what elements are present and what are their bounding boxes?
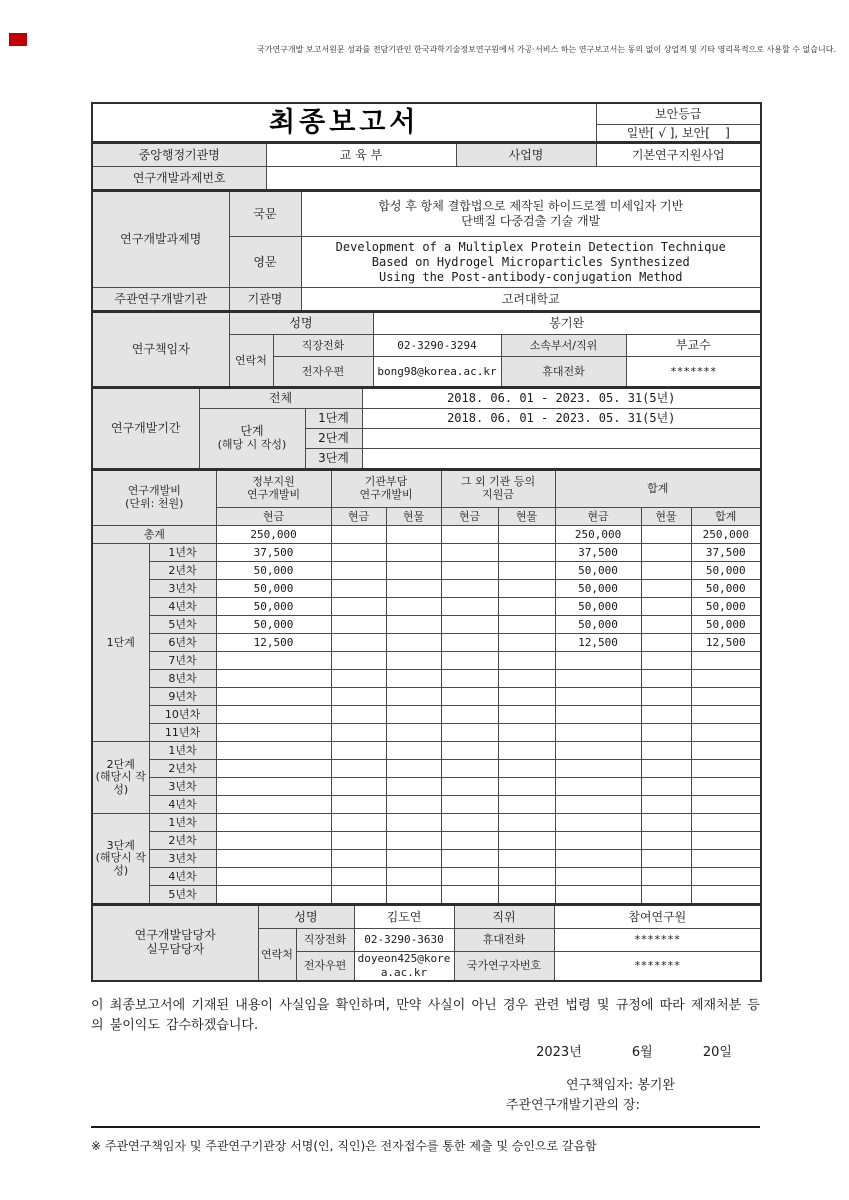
signature-org-head: 주관연구개발기관의 장: (505, 1098, 640, 1114)
budget-value-cell (331, 868, 386, 886)
footer-note: ※ 주관연구책임자 및 주관연구기관장 서명(인, 직인)은 전자접수를 통한 제출 및 승인으로 갈음함 (91, 1139, 597, 1154)
lead-org-label: 주관연구개발기관 (92, 288, 229, 312)
budget-value-cell (555, 706, 641, 724)
pi-dept-value: 부교수 (626, 335, 761, 357)
budget-value-cell (386, 652, 441, 670)
budget-year-cell: 5년차 (149, 616, 216, 634)
korean-title-label: 국문 (229, 191, 301, 237)
budget-value-cell (331, 616, 386, 634)
budget-value-cell (555, 832, 641, 850)
budget-value-cell (386, 544, 441, 562)
budget-value-cell (331, 850, 386, 868)
budget-year-cell: 9년차 (149, 688, 216, 706)
budget-gov-header-line: 정부지원 (252, 475, 295, 489)
pi-name-value: 봉기완 (373, 312, 761, 335)
budget-value-cell (386, 850, 441, 868)
budget-value-cell (691, 688, 761, 706)
budget-value-cell (641, 580, 691, 598)
page-title: 최종보고서 (92, 103, 596, 142)
budget-total-label: 총계 (92, 526, 216, 544)
period-stage2-label: 2단계 (305, 429, 362, 449)
budget-value-cell (691, 796, 761, 814)
pi-work-phone-label: 직장전화 (273, 335, 373, 357)
project-number-label: 연구개발과제번호 (92, 167, 266, 191)
budget-value-cell (386, 832, 441, 850)
budget-value-cell (691, 706, 761, 724)
budget-value-cell (555, 724, 641, 742)
budget-value-cell: 12,500 (555, 634, 641, 652)
budget-value-cell (498, 688, 555, 706)
period-total-value: 2018. 06. 01 - 2023. 05. 31(5년) (362, 388, 761, 409)
period-stage-label-line: 단계 (240, 424, 264, 439)
budget-value-cell (498, 562, 555, 580)
budget-value-cell (441, 760, 498, 778)
budget-value-cell (331, 778, 386, 796)
budget-value-cell (498, 580, 555, 598)
budget-stage1-cell: 1단계 (92, 544, 149, 742)
budget-subheader: 현금 (555, 508, 641, 526)
budget-value-cell (691, 814, 761, 832)
pi-label: 연구책임자 (92, 312, 229, 387)
pi-mobile-value: ******* (626, 357, 761, 388)
budget-value-cell (498, 886, 555, 905)
budget-unit: (단위: 천원) (125, 497, 184, 510)
budget-value-cell (386, 598, 441, 616)
budget-value-cell: 50,000 (216, 580, 331, 598)
budget-sum-header: 합계 (555, 470, 761, 508)
budget-value-cell (216, 670, 331, 688)
budget-value-cell: 50,000 (555, 616, 641, 634)
pi-email-label: 전자우편 (273, 357, 373, 388)
budget-value-cell (498, 598, 555, 616)
pi-contact-label: 연락처 (229, 335, 273, 388)
org-name-value: 고려대학교 (301, 288, 761, 312)
staff-name-value: 김도연 (354, 905, 454, 929)
budget-value-cell: 50,000 (691, 616, 761, 634)
period-stage2-value (362, 429, 761, 449)
budget-stage2-note: (해당시 작성) (95, 770, 146, 796)
budget-year-cell: 3년차 (149, 850, 216, 868)
budget-total-cell: 250,000 (216, 526, 331, 544)
budget-gov-header-line: 연구개발비 (246, 488, 301, 501)
ministry-value: 교 육 부 (266, 143, 456, 167)
program-value: 기본연구지원사업 (596, 143, 761, 167)
budget-value-cell (641, 544, 691, 562)
budget-value-cell (386, 778, 441, 796)
pledge-text: 이 최종보고서에 기재된 내용이 사실임을 확인하며, 만약 사실이 아닌 경우 관련 법령 및 규정에 따라 제재처분 등의 불이익도 감수하겠습니다. (91, 998, 760, 1033)
budget-value-cell (331, 832, 386, 850)
budget-value-cell (641, 742, 691, 760)
budget-value-cell (331, 544, 386, 562)
budget-value-cell: 50,000 (555, 580, 641, 598)
budget-value-cell (641, 670, 691, 688)
report-date-day: 20일 (702, 1045, 732, 1060)
staff-position-label: 직위 (454, 905, 554, 929)
budget-value-cell (641, 886, 691, 905)
budget-value-cell (498, 742, 555, 760)
budget-value-cell: 37,500 (555, 544, 641, 562)
budget-total-cell (331, 526, 386, 544)
budget-value-cell (555, 652, 641, 670)
budget-total-cell: 250,000 (555, 526, 641, 544)
budget-year-cell: 4년차 (149, 796, 216, 814)
budget-value-cell (555, 886, 641, 905)
budget-year-cell: 3년차 (149, 778, 216, 796)
budget-value-cell (216, 868, 331, 886)
budget-value-cell (386, 688, 441, 706)
budget-value-cell (691, 778, 761, 796)
budget-value-cell (555, 850, 641, 868)
budget-value-cell (641, 724, 691, 742)
budget-value-cell (498, 544, 555, 562)
budget-value-cell (216, 742, 331, 760)
budget-year-cell: 1년차 (149, 742, 216, 760)
budget-value-cell: 37,500 (691, 544, 761, 562)
budget-value-cell (441, 580, 498, 598)
period-stage-note: (해당 시 작성) (217, 438, 287, 452)
budget-value-cell (331, 796, 386, 814)
staff-work-phone-value: 02-3290-3630 (354, 929, 454, 952)
budget-value-cell (331, 760, 386, 778)
title-table (91, 102, 762, 143)
budget-value-cell (216, 814, 331, 832)
budget-value-cell (216, 778, 331, 796)
budget-value-cell (555, 670, 641, 688)
red-marker-icon (9, 33, 27, 46)
budget-value-cell (386, 814, 441, 832)
budget-value-cell (441, 706, 498, 724)
budget-value-cell (441, 562, 498, 580)
budget-other-header-line: 그 외 기관 등의 (460, 475, 536, 489)
budget-value-cell (216, 760, 331, 778)
budget-value-cell (498, 868, 555, 886)
budget-stage3-cell (92, 814, 149, 905)
budget-value-cell (691, 652, 761, 670)
budget-table (91, 469, 762, 905)
budget-value-cell (691, 742, 761, 760)
budget-value-cell: 50,000 (216, 562, 331, 580)
budget-value-cell (441, 814, 498, 832)
budget-value-cell (441, 850, 498, 868)
english-title-line: Based on Hydrogel Microparticles Synthesized (371, 254, 690, 269)
staff-researcher-no-label: 국가연구자번호 (454, 952, 554, 982)
budget-value-cell (555, 760, 641, 778)
budget-subheader: 현금 (216, 508, 331, 526)
staff-email-label: 전자우편 (296, 952, 354, 982)
budget-subheader: 현금 (331, 508, 386, 526)
budget-value-cell (498, 634, 555, 652)
budget-value-cell (386, 562, 441, 580)
budget-value-cell (441, 616, 498, 634)
budget-value-cell (498, 706, 555, 724)
staff-work-phone-label: 직장전화 (296, 929, 354, 952)
budget-value-cell (641, 832, 691, 850)
budget-value-cell (641, 652, 691, 670)
budget-value-cell (216, 652, 331, 670)
budget-value-cell (441, 778, 498, 796)
security-grade-value: 일반[ √ ], 보안[ ] (596, 125, 761, 143)
budget-value-cell (386, 616, 441, 634)
budget-value-cell (691, 760, 761, 778)
period-stage3-value (362, 449, 761, 470)
budget-label (92, 470, 216, 526)
budget-value-cell (441, 652, 498, 670)
budget-value-cell (331, 598, 386, 616)
pi-table (91, 311, 762, 388)
top-disclaimer: 국가연구개발 보고서원문 성과를 전담기관인 한국과학기술정보연구원에서 가공·서비스 하는 연구보고서는 동의 없이 상업적 및 기타 영리목적으로 사용할 수 없습니다. (257, 45, 836, 54)
budget-year-cell: 1년차 (149, 814, 216, 832)
budget-value-cell (441, 634, 498, 652)
staff-label-line: 실무담당자 (146, 942, 205, 956)
english-title-line: Using the Post-antibody-conjugation Method (379, 269, 683, 284)
budget-value-cell (641, 868, 691, 886)
budget-year-cell: 10년차 (149, 706, 216, 724)
budget-value-cell (331, 814, 386, 832)
budget-value-cell (331, 634, 386, 652)
budget-value-cell (441, 886, 498, 905)
budget-value-cell: 50,000 (691, 562, 761, 580)
signature-pi: 연구책임자: 봉기완 (566, 1078, 675, 1093)
budget-inst-header (331, 470, 441, 508)
ministry-label: 중앙행정기관명 (92, 143, 266, 167)
budget-value-cell (386, 742, 441, 760)
budget-value-cell (641, 778, 691, 796)
report-date-month: 6월 (631, 1045, 653, 1060)
budget-year-cell: 4년차 (149, 868, 216, 886)
pi-work-phone-value: 02-3290-3294 (373, 335, 501, 357)
budget-value-cell (641, 598, 691, 616)
budget-value-cell (641, 562, 691, 580)
budget-value-cell (641, 796, 691, 814)
budget-value-cell (331, 706, 386, 724)
pi-email-value: bong98@korea.ac.kr (373, 357, 501, 388)
korean-title-value (301, 191, 761, 237)
budget-value-cell (331, 652, 386, 670)
project-number-value (266, 167, 761, 191)
budget-year-cell: 7년차 (149, 652, 216, 670)
budget-value-cell (641, 706, 691, 724)
budget-value-cell (386, 886, 441, 905)
budget-value-cell (441, 742, 498, 760)
budget-other-header-line: 지원금 (482, 488, 514, 501)
budget-value-cell (216, 724, 331, 742)
budget-value-cell (641, 760, 691, 778)
budget-value-cell: 50,000 (555, 562, 641, 580)
budget-value-cell (331, 688, 386, 706)
budget-value-cell (691, 850, 761, 868)
project-title-label: 연구개발과제명 (92, 191, 229, 288)
budget-value-cell (386, 796, 441, 814)
budget-value-cell (498, 724, 555, 742)
staff-table (91, 904, 762, 982)
staff-mobile-label: 휴대전화 (454, 929, 554, 952)
budget-value-cell (641, 688, 691, 706)
budget-subheader: 현물 (386, 508, 441, 526)
budget-value-cell (555, 868, 641, 886)
budget-value-cell (498, 652, 555, 670)
budget-value-cell (216, 706, 331, 724)
budget-value-cell (555, 814, 641, 832)
budget-value-cell (498, 796, 555, 814)
budget-year-cell: 8년차 (149, 670, 216, 688)
budget-year-cell: 5년차 (149, 886, 216, 905)
budget-total-cell: 250,000 (691, 526, 761, 544)
budget-value-cell (498, 616, 555, 634)
budget-value-cell: 50,000 (691, 580, 761, 598)
period-stage-label (199, 409, 305, 470)
budget-value-cell (441, 544, 498, 562)
budget-total-cell (441, 526, 498, 544)
staff-position-value: 참여연구원 (554, 905, 761, 929)
budget-subheader: 현물 (498, 508, 555, 526)
budget-total-cell (386, 526, 441, 544)
staff-contact-label: 연락처 (258, 929, 296, 982)
budget-value-cell (691, 670, 761, 688)
budget-total-cell (641, 526, 691, 544)
korean-title-line: 단백질 다중검출 기술 개발 (461, 214, 601, 228)
budget-value-cell (555, 742, 641, 760)
period-stage1-label: 1단계 (305, 409, 362, 429)
period-stage3-label: 3단계 (305, 449, 362, 470)
report-date (91, 1041, 760, 1060)
staff-researcher-no-value: ******* (554, 952, 761, 982)
budget-value-cell: 12,500 (216, 634, 331, 652)
budget-value-cell (498, 850, 555, 868)
budget-subheader: 합계 (691, 508, 761, 526)
meta-table (91, 142, 762, 191)
budget-year-cell: 2년차 (149, 760, 216, 778)
budget-value-cell (331, 724, 386, 742)
budget-value-cell (216, 688, 331, 706)
budget-value-cell: 50,000 (216, 616, 331, 634)
budget-other-header (441, 470, 555, 508)
staff-mobile-value: ******* (554, 929, 761, 952)
budget-value-cell (331, 562, 386, 580)
budget-value-cell (386, 580, 441, 598)
budget-value-cell (386, 724, 441, 742)
period-label: 연구개발기간 (92, 388, 199, 469)
budget-value-cell (691, 868, 761, 886)
budget-stage2-cell (92, 742, 149, 814)
budget-value-cell: 50,000 (216, 598, 331, 616)
budget-value-cell (216, 850, 331, 868)
budget-stage2-label: 2단계 (106, 757, 135, 771)
budget-value-cell (498, 832, 555, 850)
staff-label-line: 연구개발담당자 (134, 928, 216, 943)
footer-divider (91, 1126, 760, 1128)
budget-value-cell (498, 778, 555, 796)
budget-gov-header (216, 470, 331, 508)
budget-value-cell (216, 796, 331, 814)
program-label: 사업명 (456, 143, 596, 167)
budget-value-cell (216, 832, 331, 850)
budget-year-cell: 11년차 (149, 724, 216, 742)
budget-value-cell (498, 760, 555, 778)
budget-value-cell (331, 580, 386, 598)
budget-value-cell (331, 742, 386, 760)
budget-value-cell (691, 832, 761, 850)
budget-value-cell (441, 598, 498, 616)
pi-dept-label: 소속부서/직위 (501, 335, 626, 357)
budget-value-cell (331, 886, 386, 905)
budget-value-cell (555, 778, 641, 796)
budget-value-cell (386, 760, 441, 778)
period-stage1-value: 2018. 06. 01 - 2023. 05. 31(5년) (362, 409, 761, 429)
budget-total-cell (498, 526, 555, 544)
budget-value-cell (555, 688, 641, 706)
budget-value-cell (441, 688, 498, 706)
budget-value-cell (386, 868, 441, 886)
budget-year-cell: 3년차 (149, 580, 216, 598)
budget-value-cell (441, 670, 498, 688)
budget-value-cell (441, 832, 498, 850)
budget-value-cell: 50,000 (555, 598, 641, 616)
budget-value-cell: 12,500 (691, 634, 761, 652)
pi-mobile-label: 휴대전화 (501, 357, 626, 388)
budget-value-cell (386, 670, 441, 688)
budget-value-cell (555, 796, 641, 814)
budget-value-cell (386, 634, 441, 652)
budget-value-cell (691, 886, 761, 905)
period-table (91, 387, 762, 470)
english-title-line: Development of a Multiplex Protein Detection Technique (335, 239, 726, 254)
report-date-year: 2023년 (536, 1045, 582, 1060)
budget-value-cell (441, 868, 498, 886)
budget-year-cell: 2년차 (149, 562, 216, 580)
budget-value-cell (641, 634, 691, 652)
org-name-label: 기관명 (229, 288, 301, 312)
budget-label-line: 연구개발비 (127, 484, 181, 498)
budget-value-cell: 50,000 (691, 598, 761, 616)
budget-value-cell (331, 670, 386, 688)
budget-value-cell (641, 850, 691, 868)
security-grade-label: 보안등급 (596, 103, 761, 125)
staff-label (92, 905, 258, 981)
budget-subheader: 현금 (441, 508, 498, 526)
staff-name-label: 성명 (258, 905, 354, 929)
budget-year-cell: 6년차 (149, 634, 216, 652)
budget-year-cell: 1년차 (149, 544, 216, 562)
budget-value-cell (641, 814, 691, 832)
budget-year-cell: 4년차 (149, 598, 216, 616)
budget-value-cell (441, 724, 498, 742)
project-table (91, 190, 762, 312)
budget-value-cell (441, 796, 498, 814)
english-title-label: 영문 (229, 237, 301, 288)
budget-inst-header-line: 연구개발비 (359, 488, 413, 501)
budget-value-cell: 37,500 (216, 544, 331, 562)
report-form (91, 103, 760, 1154)
budget-subheader: 현물 (641, 508, 691, 526)
budget-stage3-label: 3단계 (106, 838, 135, 852)
budget-value-cell (641, 616, 691, 634)
budget-value-cell (498, 814, 555, 832)
budget-value-cell (216, 886, 331, 905)
english-title-value (301, 237, 761, 288)
korean-title-line: 합성 후 항체 결합법으로 제작된 하이드로젤 미세입자 기반 (378, 199, 684, 213)
budget-inst-header-line: 기관부담 (364, 475, 408, 489)
budget-value-cell (498, 670, 555, 688)
period-total-label: 전체 (199, 388, 362, 409)
pi-name-label: 성명 (229, 312, 373, 335)
budget-value-cell (691, 724, 761, 742)
budget-stage3-note: (해당시 작성) (95, 851, 146, 877)
budget-value-cell (386, 706, 441, 724)
budget-year-cell: 2년차 (149, 832, 216, 850)
staff-email-value: doyeon425@korea.ac.kr (354, 952, 454, 982)
